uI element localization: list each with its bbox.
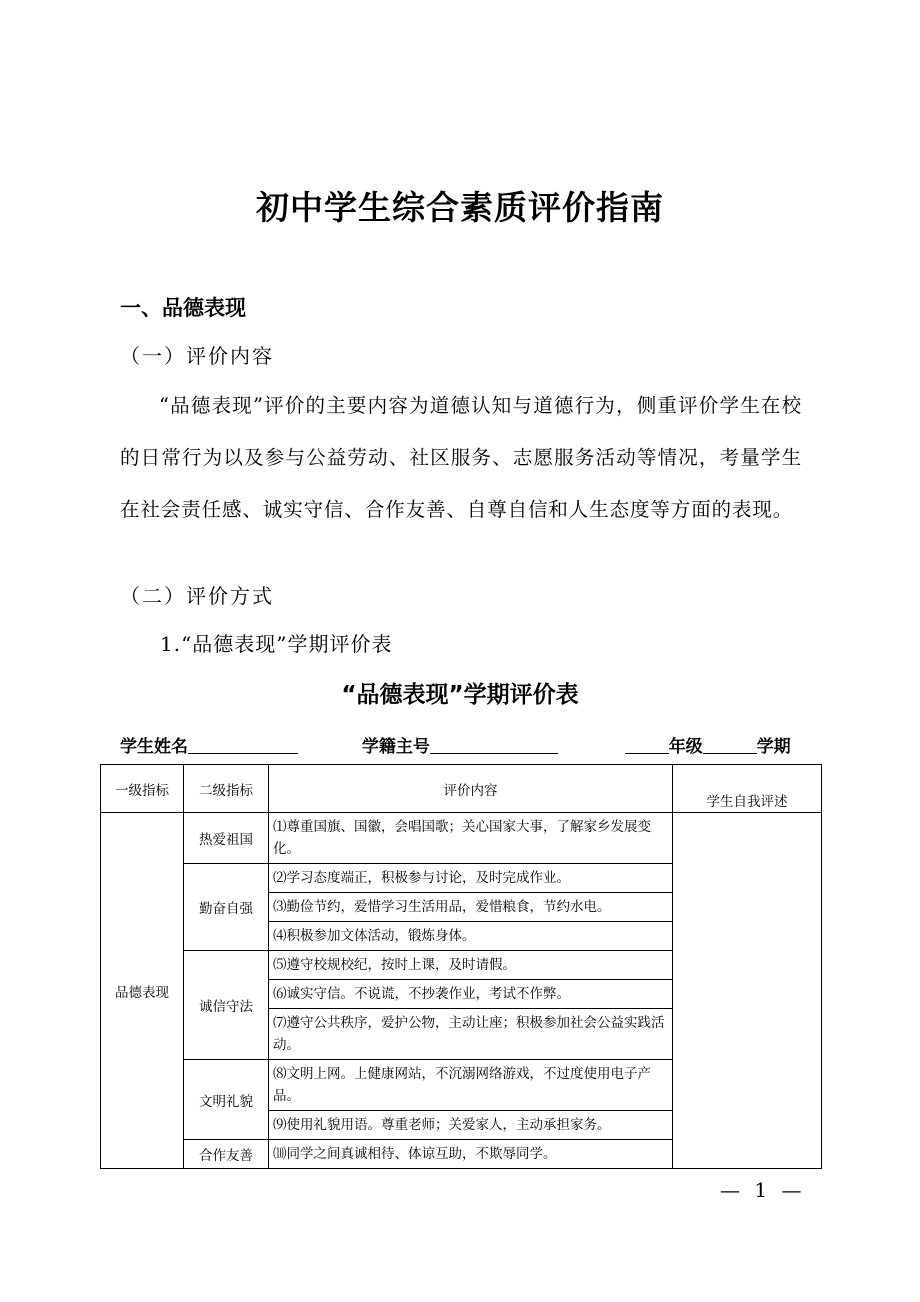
section-heading-1: 一、品德表现 — [120, 296, 246, 320]
semester-label: 学期 — [756, 737, 791, 757]
header-content: 评价内容 — [269, 765, 673, 813]
criterion-item: ⑸遵守校规校纪，按时上课，及时请假。 — [269, 951, 672, 980]
student-id-blank[interactable] — [430, 735, 558, 754]
content-cell — [269, 813, 673, 864]
form-fields-row — [120, 732, 800, 757]
level1-cell: 品德表现 — [101, 813, 184, 1169]
criterion-item: ⑹诚实守信。不说谎，不抄袭作业，考试不作弊。 — [269, 980, 672, 1009]
criterion-item: ⑺遵守公共秩序，爱护公物，主动让座；积极参加社会公益实践活动。 — [273, 1015, 665, 1053]
header-level2: 二级指标 — [184, 765, 269, 813]
criterion-item: ⑷积极参加文体活动，锻炼身体。 — [273, 928, 476, 944]
criterion-item: ⑼使用礼貌用语。尊重老师；关爱家人，主动承担家务。 — [273, 1117, 611, 1133]
self-review-cell[interactable] — [673, 813, 822, 1169]
document-title: 初中学生综合素质评价指南 — [256, 188, 664, 227]
student-id-label: 学籍主号 — [361, 737, 430, 757]
header-self-review: 学生自我评述 — [673, 765, 822, 813]
level2-cell: 文明礼貌 — [184, 1060, 269, 1140]
criterion-item: ⑽同学之间真诚相待、体谅互助，不欺辱同学。 — [273, 1146, 557, 1162]
subsection-heading-method: （二）评价方式 — [120, 584, 274, 608]
content-cell — [269, 864, 673, 951]
criterion-item: ⑻文明上网。上健康网站，不沉溺网络游戏，不过度使用电子产品。 — [269, 1060, 672, 1111]
criterion-item: ⑵学习态度端正，积极参与讨论，及时完成作业。 — [269, 864, 672, 893]
table-title: “品德表现”学期评价表 — [341, 682, 579, 708]
list-item-1: 1.“品德表现”学期评价表 — [160, 632, 393, 656]
grade-label: 年级 — [668, 737, 703, 757]
page-number: — 1 — — [720, 1178, 806, 1202]
content-cell — [269, 1140, 673, 1169]
grade-blank[interactable] — [625, 735, 669, 754]
body-paragraph: “品德表现”评价的主要内容为道德认知与道德行为，侧重评价学生在校的日常行为以及参与公益劳动、社区服务、志愿服务活动等情况，考量学生在社会责任感、诚实守信、合作友善、自尊自信和人生态度等方面的表现。 — [120, 394, 802, 521]
student-name-blank[interactable] — [188, 735, 298, 754]
level2-cell: 诚信守法 — [184, 951, 269, 1060]
student-name-label: 学生姓名 — [120, 737, 188, 757]
header-level1: 一级指标 — [101, 765, 184, 813]
criterion-item: ⑴尊重国旗、国徽，会唱国歌；关心国家大事，了解家乡发展变化。 — [273, 819, 651, 857]
level2-cell: 合作友善 — [184, 1140, 269, 1169]
semester-blank[interactable] — [703, 735, 757, 754]
subsection-heading-content: （一）评价内容 — [120, 344, 274, 368]
table-row — [101, 813, 822, 864]
level2-cell: 热爱祖国 — [184, 813, 269, 864]
level2-cell: 勤奋自强 — [184, 864, 269, 951]
content-cell — [269, 1060, 673, 1140]
criterion-item: ⑶勤俭节约，爱惜学习生活用品，爱惜粮食，节约水电。 — [269, 893, 672, 922]
evaluation-table — [100, 764, 822, 1169]
content-cell — [269, 951, 673, 1060]
table-header-row — [101, 765, 822, 813]
